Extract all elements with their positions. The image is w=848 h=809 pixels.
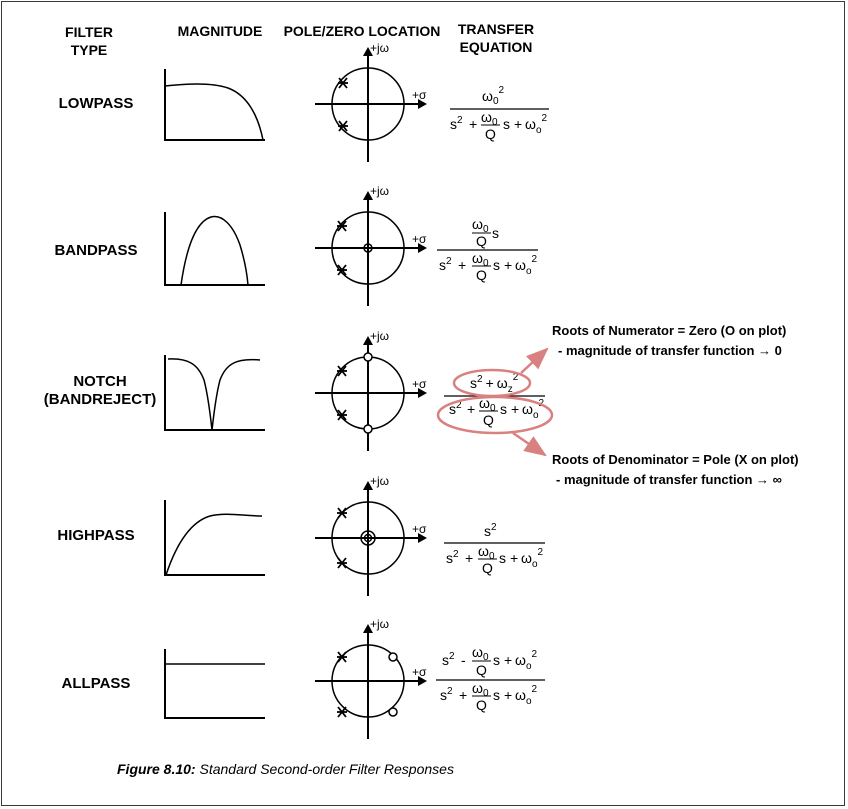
header-pole-zero: POLE/ZERO LOCATION xyxy=(283,23,441,39)
zero-mark-upper xyxy=(364,353,372,361)
svg-text:s2: $s^2$ xyxy=(440,686,453,703)
magnitude-plot-bandpass xyxy=(165,212,265,285)
axis-label-imag: +jω xyxy=(370,474,390,488)
pole-mark-lower xyxy=(337,558,347,568)
svg-text:Q: Q xyxy=(476,697,487,713)
row-label-notch-line2: (BANDREJECT) xyxy=(43,391,157,408)
svg-text:+: + xyxy=(459,687,468,703)
svg-text:ω0: $\omega_0$ xyxy=(479,395,496,414)
pole-mark-upper xyxy=(337,652,347,662)
svg-text:s: s xyxy=(492,225,499,241)
pole-mark-upper xyxy=(338,78,348,88)
equation-notch xyxy=(438,349,552,455)
axis-label-imag: +jω xyxy=(370,41,390,55)
svg-text:+: + xyxy=(504,257,513,273)
annotation-numerator-line2: - magnitude of transfer function → 0 xyxy=(558,343,782,358)
header-transfer-line2: EQUATION xyxy=(459,39,533,55)
svg-text:ω0: $\omega_0$ xyxy=(472,216,489,235)
equation-lowpass xyxy=(450,85,549,142)
pole-mark-upper xyxy=(337,508,347,518)
svg-text:Q: Q xyxy=(476,267,487,283)
svg-text:+: + xyxy=(458,257,467,273)
svg-text:s: s xyxy=(493,257,500,273)
pole-mark-lower xyxy=(337,707,347,717)
header-filter-type-line2: TYPE xyxy=(70,42,108,58)
row-label-lowpass: LOWPASS xyxy=(58,95,134,112)
annotation-numerator xyxy=(552,321,786,361)
zero-mark-lower xyxy=(364,425,372,433)
svg-text:s2: $s^2$ xyxy=(449,400,462,417)
svg-text:s: s xyxy=(500,401,507,417)
row-label-bandpass: BANDPASS xyxy=(54,242,138,259)
axis-label-real: +σ xyxy=(412,88,427,102)
axis-label-real: +σ xyxy=(412,665,427,679)
row-label-notch-line1: NOTCH xyxy=(73,373,127,390)
figure-caption xyxy=(117,761,454,777)
equation-highpass xyxy=(444,522,545,576)
annotation-denominator-line1: Roots of Denominator = Pole (X on plot) xyxy=(552,452,799,467)
annotation-denominator xyxy=(552,450,799,490)
svg-text:ω0: $\omega_0$ xyxy=(472,250,489,269)
highpass-axes xyxy=(165,500,265,575)
header-transfer-line1: TRANSFER xyxy=(457,21,535,37)
svg-text:s: s xyxy=(493,687,500,703)
magnitude-plot-allpass xyxy=(165,649,265,718)
svg-text:ω0: $\omega_0$ xyxy=(472,680,489,699)
q: Q xyxy=(485,126,496,142)
svg-text:ωo2: $\omega_o^2$ xyxy=(515,649,538,672)
zero-mark-lower xyxy=(389,708,397,716)
row-label-allpass: ALLPASS xyxy=(61,675,131,692)
bandpass-curve xyxy=(181,217,248,285)
svg-text:s2: $s^2$ xyxy=(439,256,452,273)
svg-text:+: + xyxy=(467,401,476,417)
allpass-axes xyxy=(165,649,265,718)
equation-bandpass xyxy=(437,216,538,283)
caption-label: Figure 8.10: xyxy=(117,761,196,777)
bandpass-axes xyxy=(165,212,265,285)
lowpass-curve xyxy=(165,84,263,140)
axis-label-imag: +jω xyxy=(370,617,390,631)
svg-text:+: + xyxy=(504,652,513,668)
pz-plot-highpass xyxy=(315,481,427,596)
svg-text:ω0: $\omega_0$ xyxy=(478,543,495,562)
pz-plot-lowpass xyxy=(315,47,427,162)
axis-label-real: +σ xyxy=(412,377,427,391)
svg-text:s2+ωz2: $s^2 + \omega_z^2$ xyxy=(470,372,519,395)
axis-label-imag: +jω xyxy=(370,184,390,198)
annotation-numerator-line1: Roots of Numerator = Zero (O on plot) xyxy=(552,323,787,338)
magnitude-plot-lowpass xyxy=(165,69,265,140)
svg-text:ω0: $\omega_0$ xyxy=(472,644,489,663)
svg-text:ωo2: $\omega_o^2$ xyxy=(521,547,544,570)
pz-plot-notch xyxy=(315,336,427,451)
svg-text:s: s xyxy=(499,550,506,566)
denominator-arrow xyxy=(513,433,545,455)
s: s xyxy=(503,116,510,132)
highpass-curve xyxy=(166,514,262,575)
notch-curve xyxy=(168,359,260,430)
svg-text:Q: Q xyxy=(476,233,487,249)
magnitude-plot-highpass xyxy=(165,500,265,575)
omega-o-squared: $\omega_o^2$ xyxy=(525,113,548,136)
pz-plot-allpass xyxy=(315,624,427,739)
svg-text:s2: $s^2$ xyxy=(446,549,459,566)
svg-text:Q: Q xyxy=(482,560,493,576)
numerator-arrow xyxy=(521,349,547,373)
plus: + xyxy=(514,116,523,132)
svg-text:-: - xyxy=(461,652,466,668)
notch-axes xyxy=(165,355,265,430)
axis-label-real: +σ xyxy=(412,232,427,246)
svg-text:s: s xyxy=(493,652,500,668)
header-filter-type-line1: FILTER xyxy=(65,24,113,40)
denominator-s2: $s^2$ xyxy=(450,115,463,132)
omega0-over-q: $\omega_0$ xyxy=(481,109,498,128)
annotation-denominator-line2: - magnitude of transfer function → ∞ xyxy=(556,472,782,487)
header-magnitude: MAGNITUDE xyxy=(177,23,263,39)
magnitude-plot-notch xyxy=(165,355,265,430)
svg-text:s2: $s^2$ xyxy=(442,651,455,668)
svg-text:ωo2: $\omega_o^2$ xyxy=(515,684,538,707)
svg-text:Q: Q xyxy=(483,412,494,428)
axis-label-imag: +jω xyxy=(370,329,390,343)
svg-text:+: + xyxy=(465,550,474,566)
zero-mark-upper xyxy=(389,653,397,661)
svg-text:ωo2: $\omega_o^2$ xyxy=(522,398,545,421)
svg-text:ωo2: $\omega_o^2$ xyxy=(515,254,538,277)
svg-text:+: + xyxy=(510,550,519,566)
row-label-highpass: HIGHPASS xyxy=(57,527,135,544)
svg-text:+: + xyxy=(511,401,520,417)
svg-text:s2: $s^2$ xyxy=(484,522,497,539)
numerator: $\omega_0^2$ xyxy=(482,85,505,107)
axis-label-real: +σ xyxy=(412,522,427,536)
equation-allpass xyxy=(436,644,545,713)
pz-plot-bandpass xyxy=(315,191,427,306)
caption-text: Standard Second-order Filter Responses xyxy=(199,761,454,777)
svg-text:+: + xyxy=(504,687,513,703)
svg-text:Q: Q xyxy=(476,662,487,678)
lowpass-axes xyxy=(165,69,265,140)
plus: + xyxy=(469,116,478,132)
